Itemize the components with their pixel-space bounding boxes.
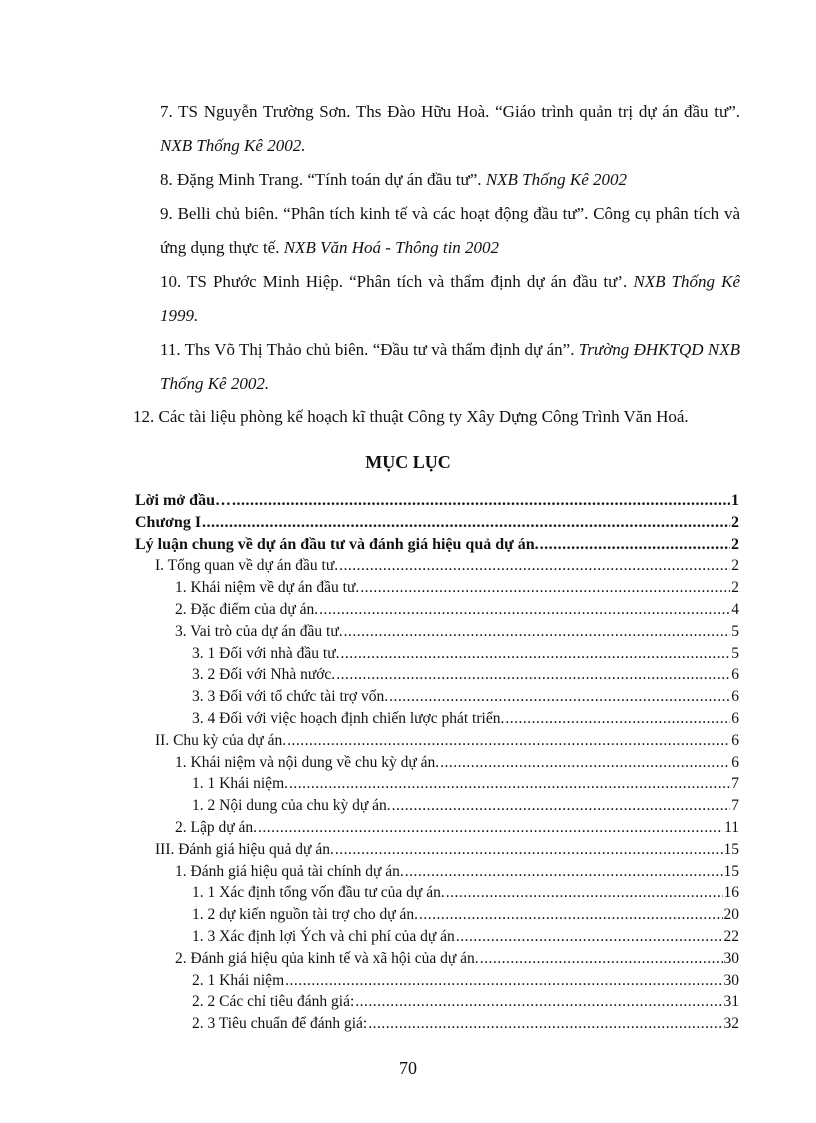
toc-entry[interactable]: 1. Khái niệm và nội dung về chu kỳ dự án. ..... 6 (135, 752, 739, 774)
toc-entry[interactable]: 3. 3 Đối với tổ chức tài trợ vốn. ..... 6 (135, 686, 739, 708)
toc-entry[interactable]: 2. Đặc điểm của dự án. ..... 4 (135, 599, 739, 621)
toc-entry[interactable]: 3. 1 Đối với nhà đầu tư. ..... 5 (135, 643, 739, 665)
page-number: 70 (399, 1058, 417, 1078)
toc-title: MỤC LỤC (365, 452, 451, 472)
reference-item: 11. Ths Võ Thị Thảo chủ biên. “Đầu tư và thẩm định dự án”. Trường ĐHKTQD NXB Thống Kê 2002. (160, 340, 740, 393)
reference-item-12: 12. Các tài liệu phòng kế hoạch kĩ thuật Công ty Xây Dựng Công Trình Văn Hoá. (133, 407, 689, 426)
toc-entry[interactable]: III. Đánh giá hiệu quả dự án. ..... 15 (135, 839, 739, 861)
reference-list (160, 95, 740, 401)
toc-entry[interactable]: 1. Khái niệm về dự án đầu tư. ..... 2 (135, 577, 739, 599)
table-of-contents (135, 490, 739, 1035)
toc-entry[interactable]: 2. Đánh giá hiệu qủa kinh tế và xã hội của dự án. ..... 30 (135, 948, 739, 970)
toc-entry[interactable]: 1. 2 dự kiến nguồn tài trợ cho dự án. ..... 20 (135, 904, 739, 926)
toc-entry[interactable]: 3. 4 Đối với việc hoạch định chiến lược phát triển. ..... 6 (135, 708, 739, 730)
toc-entry[interactable]: 2. Lập dự án. ..... 11 (135, 817, 739, 839)
reference-item: 8. Đặng Minh Trang. “Tính toán dự án đầu tư”. NXB Thống Kê 2002 (160, 170, 628, 189)
toc-entry[interactable]: 1. 1 Xác định tổng vốn đầu tư của dự án. ..... 16 (135, 882, 739, 904)
toc-entry[interactable]: 2. 2 Các chỉ tiêu đánh giá: ..... 31 (135, 991, 739, 1013)
reference-item: 7. TS Nguyễn Trường Sơn. Ths Đào Hữu Hoà. “Giáo trình quản trị dự án đầu tư”. NXB Thống Kê 2002. (160, 102, 740, 155)
toc-entry[interactable]: Lời mở đầu… ..... 1 (135, 490, 739, 512)
toc-entry[interactable]: I. Tổng quan về dự án đầu tư. ..... 2 (135, 555, 739, 577)
reference-item: 10. TS Phước Minh Hiệp. “Phân tích và thẩm định dự án đầu tư’. NXB Thống Kê 1999. (160, 272, 740, 325)
toc-entry[interactable]: 1. 3 Xác định lợi Ých và chi phí của dự án ..... 22 (135, 926, 739, 948)
toc-entry[interactable]: 3. 2 Đối với Nhà nước. ..... 6 (135, 664, 739, 686)
toc-entry[interactable]: 3. Vai trò của dự án đầu tư. ..... 5 (135, 621, 739, 643)
reference-item: 9. Belli chủ biên. “Phân tích kinh tế và các hoạt động đầu tư”. Công cụ phân tích và ứng dụng thực tế. NXB Văn Hoá - Thông tin 2002 (160, 204, 740, 257)
toc-entry[interactable]: 1. 2 Nội dung của chu kỳ dự án. ..... 7 (135, 795, 739, 817)
toc-entry[interactable]: II. Chu kỳ của dự án. ..... 6 (135, 730, 739, 752)
toc-entry[interactable]: Chương I ..... 2 (135, 512, 739, 534)
toc-entry[interactable]: 1. Đánh giá hiệu quả tài chính dự án. ..... 15 (135, 861, 739, 883)
toc-entry[interactable]: 2. 1 Khái niệm ..... 30 (135, 970, 739, 992)
toc-entry[interactable]: 1. 1 Khái niệm. ..... 7 (135, 773, 739, 795)
toc-entry[interactable]: Lý luận chung về dự án đầu tư và đánh giá hiệu quả dự án. ..... 2 (135, 534, 739, 556)
toc-entry[interactable]: 2. 3 Tiêu chuẩn để đánh giá: ..... 32 (135, 1013, 739, 1035)
